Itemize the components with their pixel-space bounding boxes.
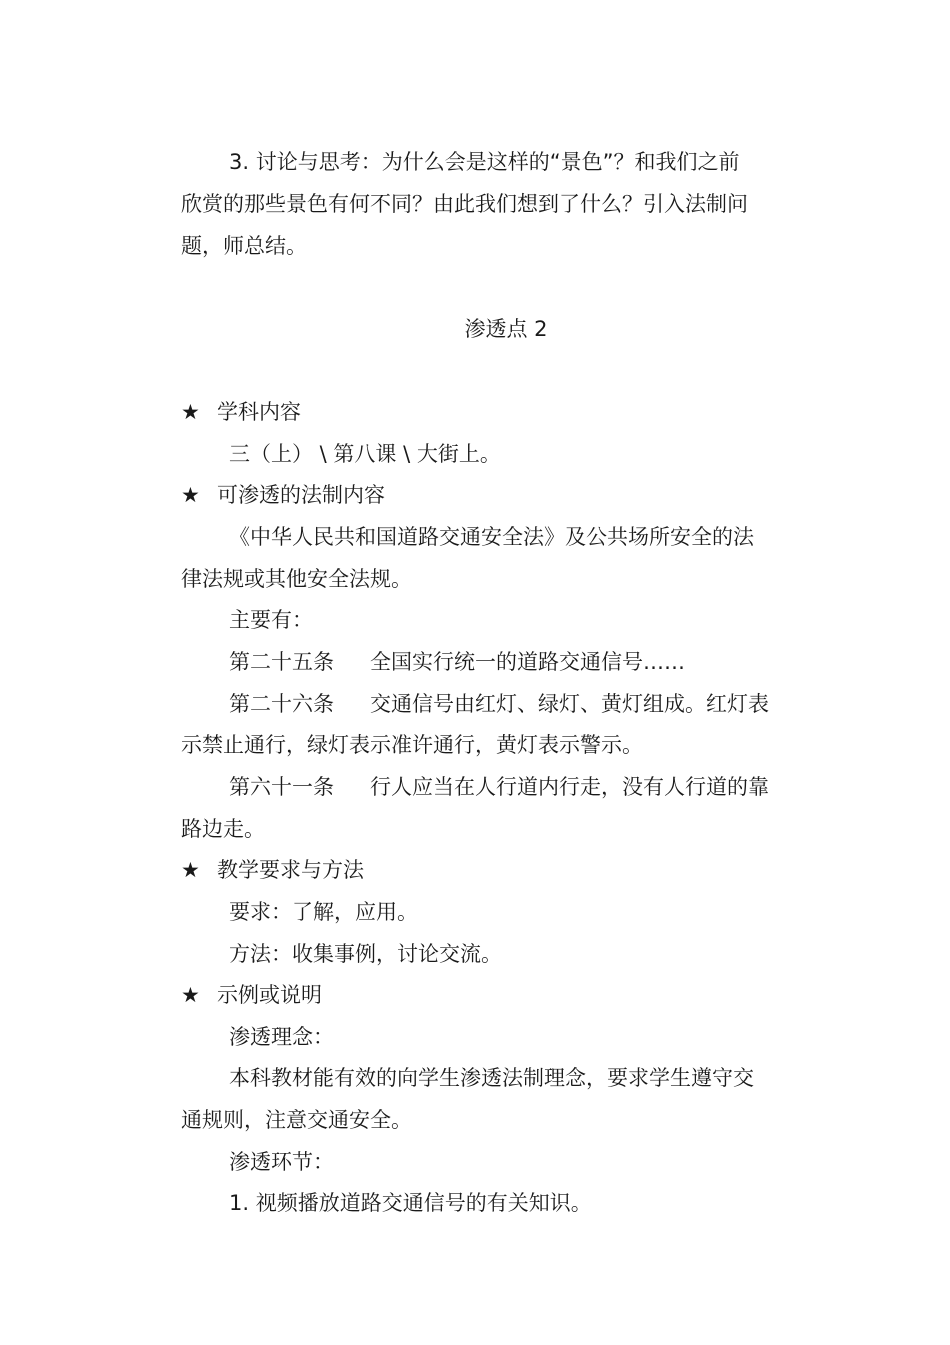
article-25-text: 全国实行统一的道路交通信号…… (370, 650, 685, 674)
method-requirement: 要求：了解，应用。 (229, 900, 418, 924)
article-61-text: 行人应当在人行道内行走，没有人行道的靠 (370, 775, 769, 799)
intro-line-1: 3. 讨论与思考：为什么会是这样的“景色”？和我们之前 (229, 150, 740, 174)
step-label: 渗透环节： (229, 1150, 334, 1174)
law-paragraph-line-2: 律法规或其他安全法规。 (181, 567, 412, 591)
law-main-label: 主要有： (229, 608, 313, 632)
law-heading (181, 481, 385, 509)
star-icon: ★ (181, 400, 200, 424)
law-paragraph-line-1: 《中华人民共和国道路交通安全法》及公共场所安全的法 (229, 525, 754, 549)
star-icon: ★ (181, 483, 200, 507)
intro-line-3: 题，师总结。 (181, 234, 307, 258)
idea-line-2: 通规则，注意交通安全。 (181, 1108, 412, 1132)
step-1: 1. 视频播放道路交通信号的有关知识。 (229, 1191, 592, 1215)
method-approach: 方法：收集事例，讨论交流。 (229, 942, 502, 966)
star-icon: ★ (181, 858, 200, 882)
idea-line-1: 本科教材能有效的向学生渗透法制理念，要求学生遵守交 (229, 1066, 754, 1090)
subject-heading (181, 398, 301, 426)
article-25 (229, 648, 685, 676)
subject-text: 三（上） \ 第八课 \ 大街上。 (229, 442, 501, 466)
article-26 (229, 690, 769, 718)
article-26-number: 第二十六条 (229, 692, 334, 716)
section-heading: 渗透点 2 (464, 317, 548, 341)
method-heading (181, 856, 364, 884)
article-61 (229, 773, 769, 801)
example-title: 示例或说明 (217, 983, 322, 1007)
subject-title: 学科内容 (217, 400, 301, 424)
example-heading (181, 981, 322, 1009)
method-title: 教学要求与方法 (217, 858, 364, 882)
article-26-line-2: 示禁止通行，绿灯表示准许通行，黄灯表示警示。 (181, 733, 643, 757)
article-26-text: 交通信号由红灯、绿灯、黄灯组成。红灯表 (370, 692, 769, 716)
star-icon: ★ (181, 983, 200, 1007)
idea-label: 渗透理念： (229, 1025, 334, 1049)
article-25-number: 第二十五条 (229, 650, 334, 674)
law-title: 可渗透的法制内容 (217, 483, 385, 507)
article-61-number: 第六十一条 (229, 775, 334, 799)
intro-line-2: 欣赏的那些景色有何不同？由此我们想到了什么？引入法制问 (181, 192, 748, 216)
article-61-line-2: 路边走。 (181, 817, 265, 841)
